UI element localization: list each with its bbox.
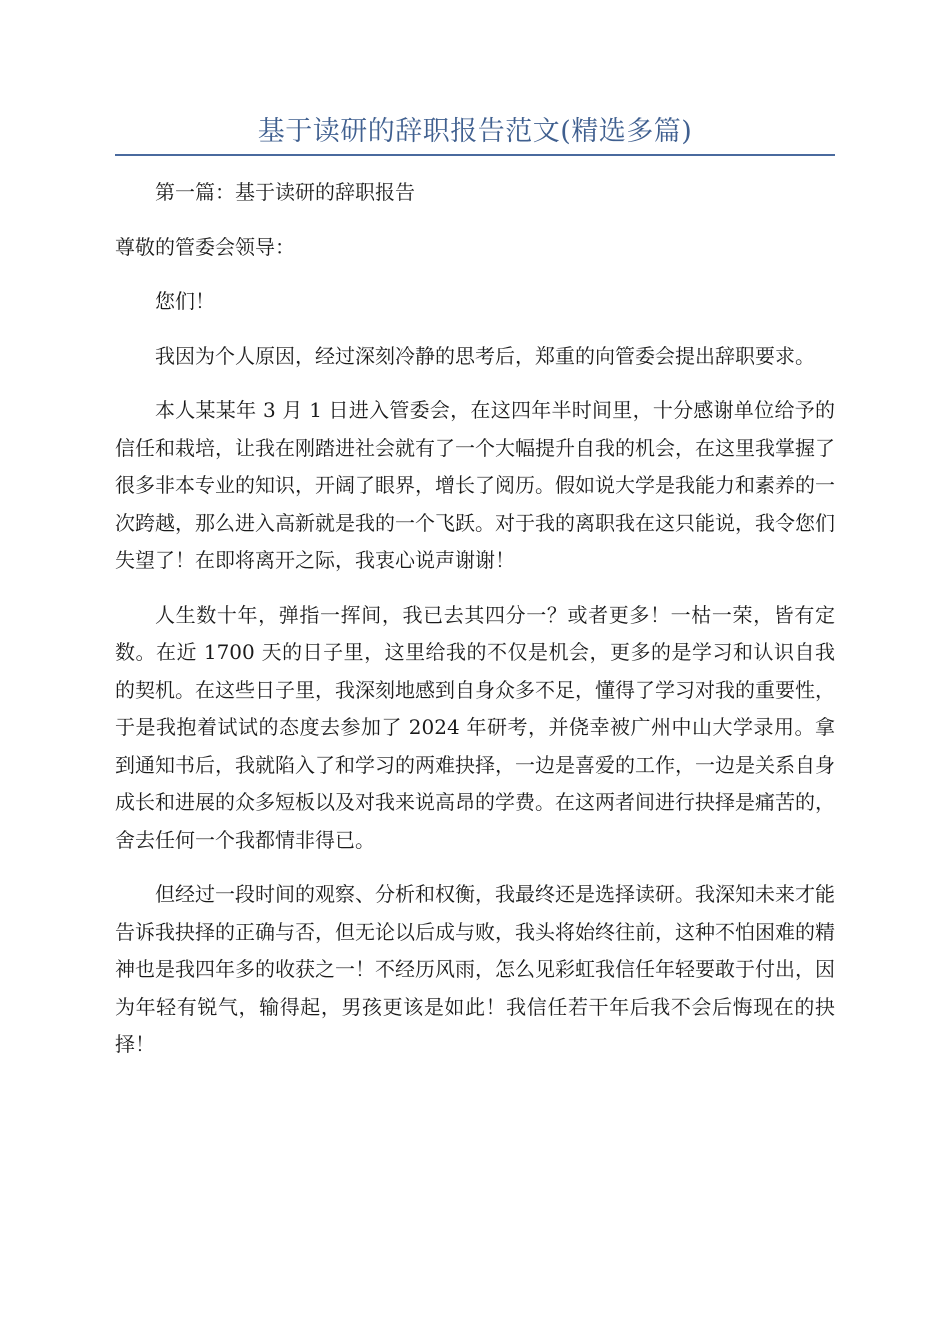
title-underline: [115, 154, 835, 156]
greeting: 您们！: [155, 289, 215, 313]
document-body: [115, 174, 835, 1081]
paragraph: 人生数十年，弹指一挥间，我已去其四分一？或者更多！一枯一荣，皆有定数。在近 1700 天的日子里，这里给我的不仅是机会，更多的是学习和认识自我的契机。在这些日子里，我深刻地感到自身众多不足，懂得了学习对我的重要性，于是我抱着试试的态度去参加了 2024 年研考，并侥幸被广州中山大学录用。拿到通知书后，我就陷入了和学习的两难抉择，一边是喜爱的工作，一边是关系自身成长和进展的众多短板以及对我来说高昂的学费。在这两者间进行抉择是痛苦的，舍去任何一个我都情非得已。: [115, 602, 835, 852]
salutation: 尊敬的管委会领导：: [115, 234, 295, 259]
document-title: 基于读研的辞职报告范文(精选多篇): [257, 116, 693, 147]
paragraph: 我因为个人原因，经过深刻冷静的思考后，郑重的向管委会提出辞职要求。: [155, 343, 815, 368]
paragraph: 但经过一段时间的观察、分析和权衡，我最终还是选择读研。我深知未来才能告诉我抉择的正确与否，但无论以后成与败，我头将始终往前，这种不怕困难的精神也是我四年多的收获之一！不经历风雨，怎么见彩虹我信任年轻要敢于付出，因为年轻有锐气，输得起，男孩更该是如此！我信任若干年后我不会后悔现在的抉择！: [115, 882, 835, 1056]
paragraph: 本人某某年 3 月 1 日进入管委会，在这四年半时间里，十分感谢单位给予的信任和栽培，让我在刚踏进社会就有了一个大幅提升自我的机会，在这里我掌握了很多非本专业的知识，开阔了眼界，增长了阅历。假如说大学是我能力和素养的一次跨越，那么进入高新就是我的一个飞跃。对于我的离职我在这只能说，我令您们失望了！在即将离开之际，我衷心说声谢谢！: [115, 398, 835, 572]
section-heading: 第一篇：基于读研的辞职报告: [155, 180, 415, 204]
